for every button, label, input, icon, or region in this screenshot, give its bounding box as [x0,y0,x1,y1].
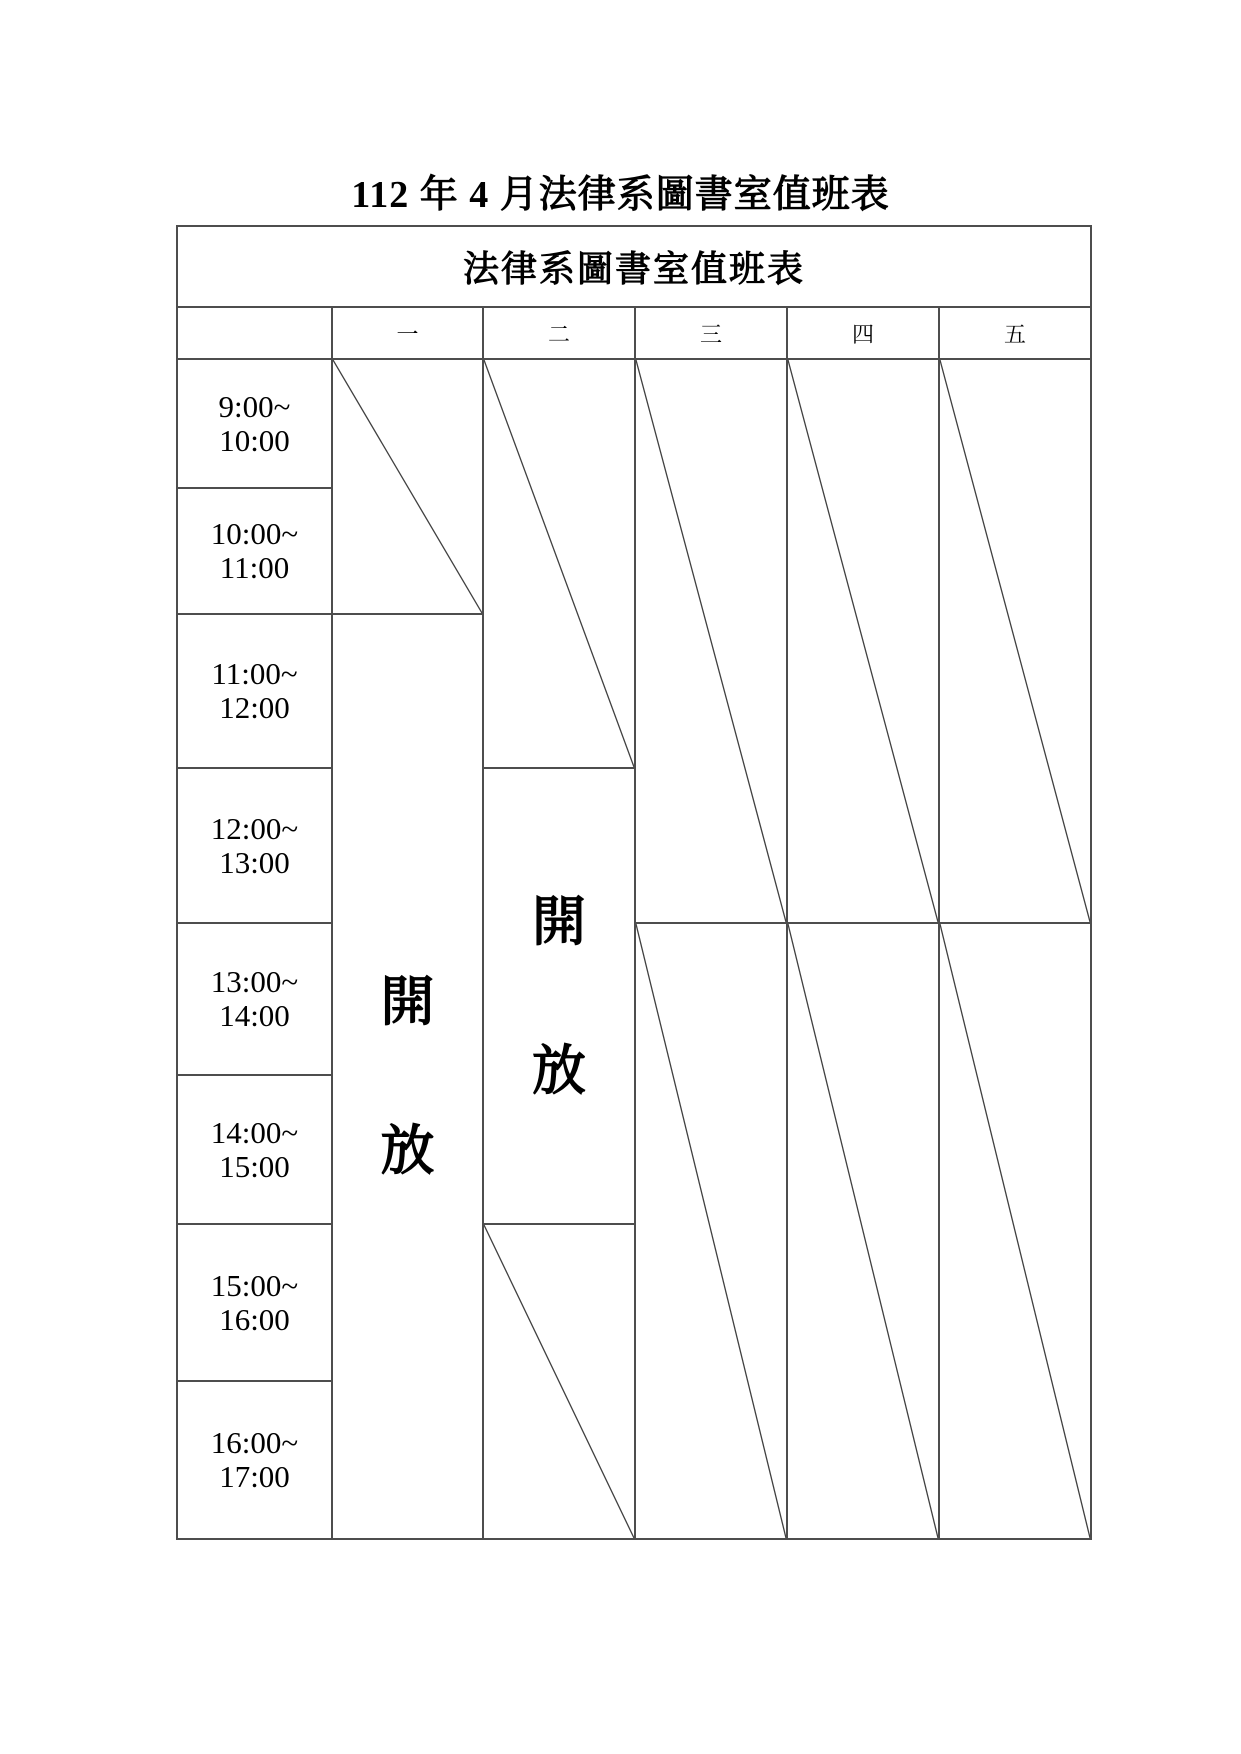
time-line-1: 16:00~ [210,1425,299,1460]
day-header-empty [177,307,332,359]
table-row [177,923,1091,1075]
diagonal-strike-line [636,924,786,1538]
time-slot-cell [177,1224,332,1381]
closed-cell-thursday-afternoon [787,923,939,1539]
open-char-2: 放 [380,1121,435,1181]
closed-cell-friday-morning [939,359,1091,923]
duty-schedule-table [176,225,1092,1540]
time-line-2: 13:00 [219,844,290,880]
time-slot-cell [177,359,332,488]
diagonal-strike-line [484,1225,634,1538]
time-slot-cell [177,488,332,614]
open-label [484,891,634,1101]
open-char-1: 開 [532,891,586,952]
open-cell-tuesday [483,768,635,1224]
time-line-2: 14:00 [219,998,290,1033]
time-line-2: 17:00 [219,1459,290,1494]
time-line-1: 14:00~ [210,1114,299,1150]
closed-cell-monday-morning [332,359,483,614]
time-slot-cell [177,1381,332,1539]
time-line-1: 13:00~ [210,964,299,999]
open-char-2: 放 [532,1040,586,1101]
day-header-thu: 四 [787,307,939,359]
open-label [333,972,482,1181]
time-line-1: 11:00~ [211,656,298,691]
closed-cell-wednesday-afternoon [635,923,787,1539]
time-line-1: 10:00~ [210,516,299,551]
open-char-1: 開 [380,972,435,1032]
day-header-fri: 五 [939,307,1091,359]
closed-cell-tuesday-morning [483,359,635,768]
time-slot-cell [177,923,332,1075]
day-header-wed: 三 [635,307,787,359]
closed-cell-friday-afternoon [939,923,1091,1539]
diagonal-strike-line [333,360,482,613]
time-line-1: 9:00~ [218,388,291,424]
time-slot-cell [177,1075,332,1224]
closed-cell-thursday-morning [787,359,939,923]
open-cell-monday [332,614,483,1539]
diagonal-strike-line [636,360,786,922]
diagonal-strike-line [788,360,938,922]
document-title: 112 年 4 月法律系圖書室值班表 [351,174,890,216]
day-header-tue: 二 [483,307,635,359]
time-line-2: 10:00 [219,422,290,458]
table-title: 法律系圖書室值班表 [177,226,1091,307]
diagonal-strike-line [940,924,1090,1538]
time-line-2: 12:00 [219,690,290,725]
time-line-1: 12:00~ [210,810,299,846]
table-row [177,359,1091,488]
day-header-row [177,307,1091,359]
time-line-2: 15:00 [219,1148,290,1184]
diagonal-strike-line [484,360,634,767]
table-title-row [177,226,1091,307]
diagonal-strike-line [940,360,1090,922]
time-line-2: 16:00 [219,1301,290,1337]
day-header-mon: 一 [332,307,483,359]
time-line-1: 15:00~ [210,1267,299,1303]
closed-cell-tuesday-evening [483,1224,635,1539]
closed-cell-wednesday-morning [635,359,787,923]
time-slot-cell [177,768,332,923]
diagonal-strike-line [788,924,938,1538]
time-line-2: 11:00 [219,550,290,585]
time-slot-cell [177,614,332,768]
